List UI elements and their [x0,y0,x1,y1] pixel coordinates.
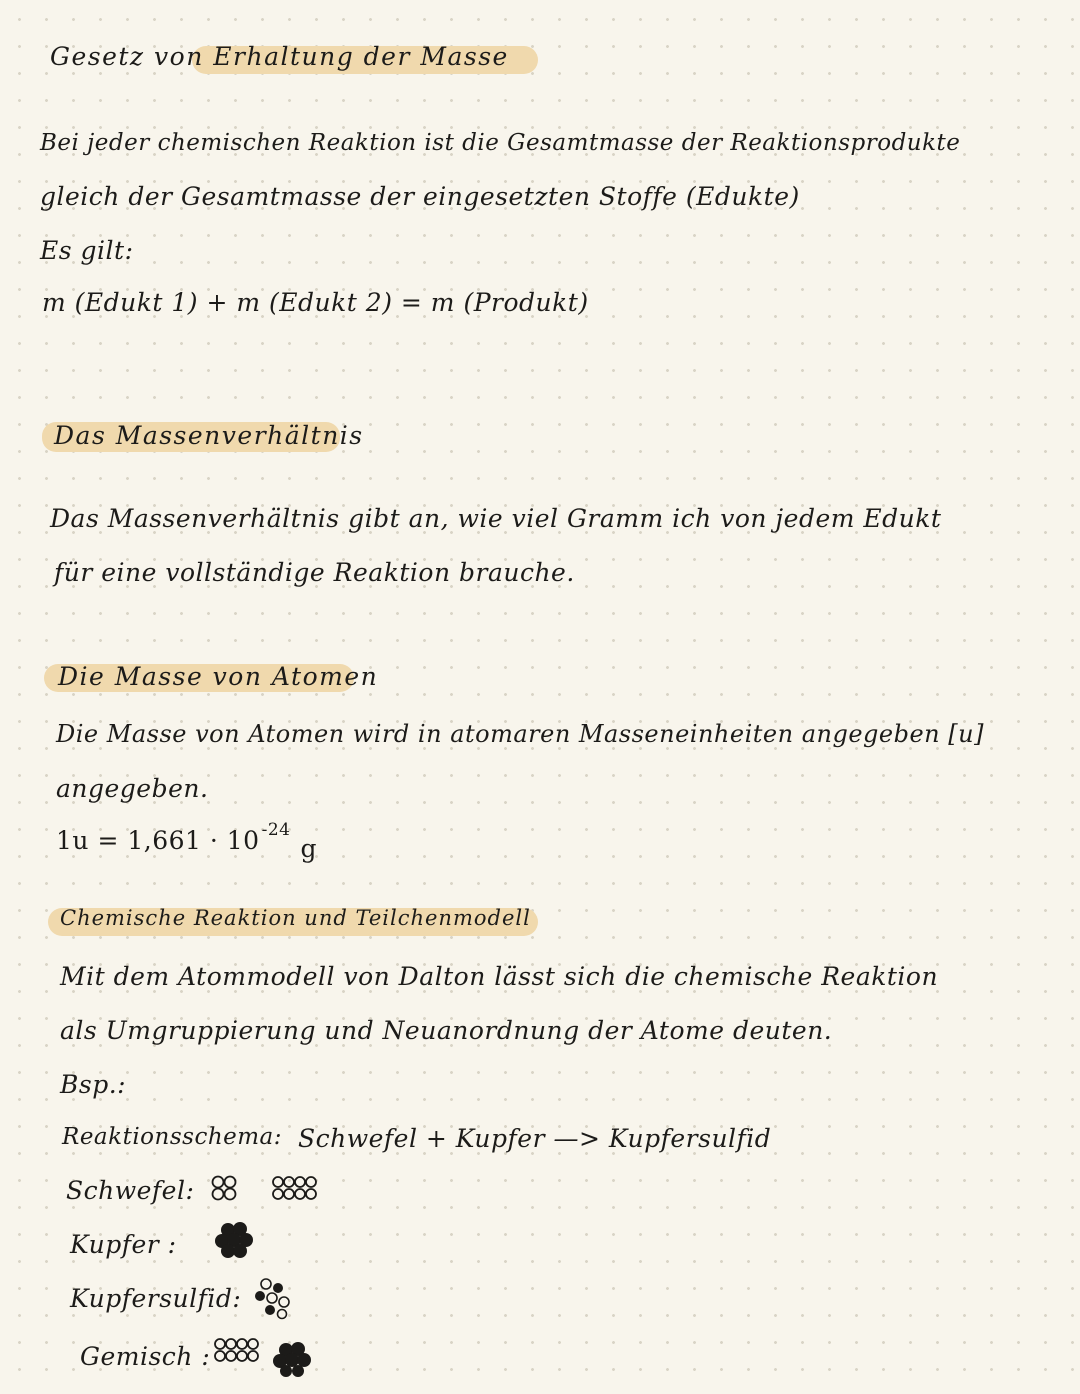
copper-atom-icon [273,1342,311,1377]
law-text-line-2: gleich der Gesamtmasse der eingesetzten Stoffe (Edukte) [40,182,800,211]
heading-mass-ratio: Das Massenverhältnis [54,421,364,450]
copper-particles [210,1218,270,1262]
es-gilt-label: Es gilt: [40,236,134,265]
heading-particle-model: Chemische Reaktion und Teilchenmodell [60,906,531,930]
heading-conservation-of-mass: Gesetz von Erhaltung der Masse [50,42,509,71]
ratio-text-line-1: Das Massenverhältnis gibt an, wie viel Gramm ich von jedem Edukt [50,504,942,533]
mass-formula: m (Edukt 1) + m (Edukt 2) = m (Produkt) [42,288,589,317]
scheme-label: Reaktionsschema: [62,1124,283,1150]
sulfur-particles [206,1172,346,1206]
sulfur-atom-icon [215,1339,258,1361]
copper-sulfide-particles [248,1274,298,1324]
copper-atom-icon [215,1222,253,1258]
atomic-mass-unit-equation [56,820,317,863]
sulfur-atom-icon [213,1177,236,1200]
particle-row-label: Schwefel: [66,1176,195,1205]
atom-mass-text-line-1: Die Masse von Atomen wird in atomaren Masseneinheiten angegeben [u] [56,720,984,748]
model-text-line-2: als Umgruppierung und Neuanordnung der Atome deuten. [60,1016,833,1045]
equation-unit: g [300,834,317,863]
heading-atom-mass: Die Masse von Atomen [58,662,379,691]
particle-row-label: Gemisch : [80,1342,211,1371]
equation-exponent: -24 [261,820,291,840]
ratio-text-line-2: für eine vollständige Reaktion brauche. [54,558,575,587]
model-text-line-1: Mit dem Atommodell von Dalton lässt sich die chemische Reaktion [60,962,939,991]
sulfur-atom-icon [273,1177,316,1199]
copper-sulfide-particle-icon [255,1279,289,1319]
reaction-scheme: Schwefel + Kupfer —> Kupfersulfid [298,1124,772,1153]
particle-row-label: Kupfer : [70,1230,177,1259]
equation-base: 1u = 1,661 · 10 [56,826,260,855]
atom-mass-text-line-2: angegeben. [56,774,209,803]
law-text-line-1: Bei jeder chemischen Reaktion ist die Gesamtmasse der Reaktionsprodukte [40,130,961,156]
mixture-particles [212,1334,322,1378]
example-label: Bsp.: [60,1070,127,1099]
particle-row-label: Kupfersulfid: [70,1284,242,1313]
